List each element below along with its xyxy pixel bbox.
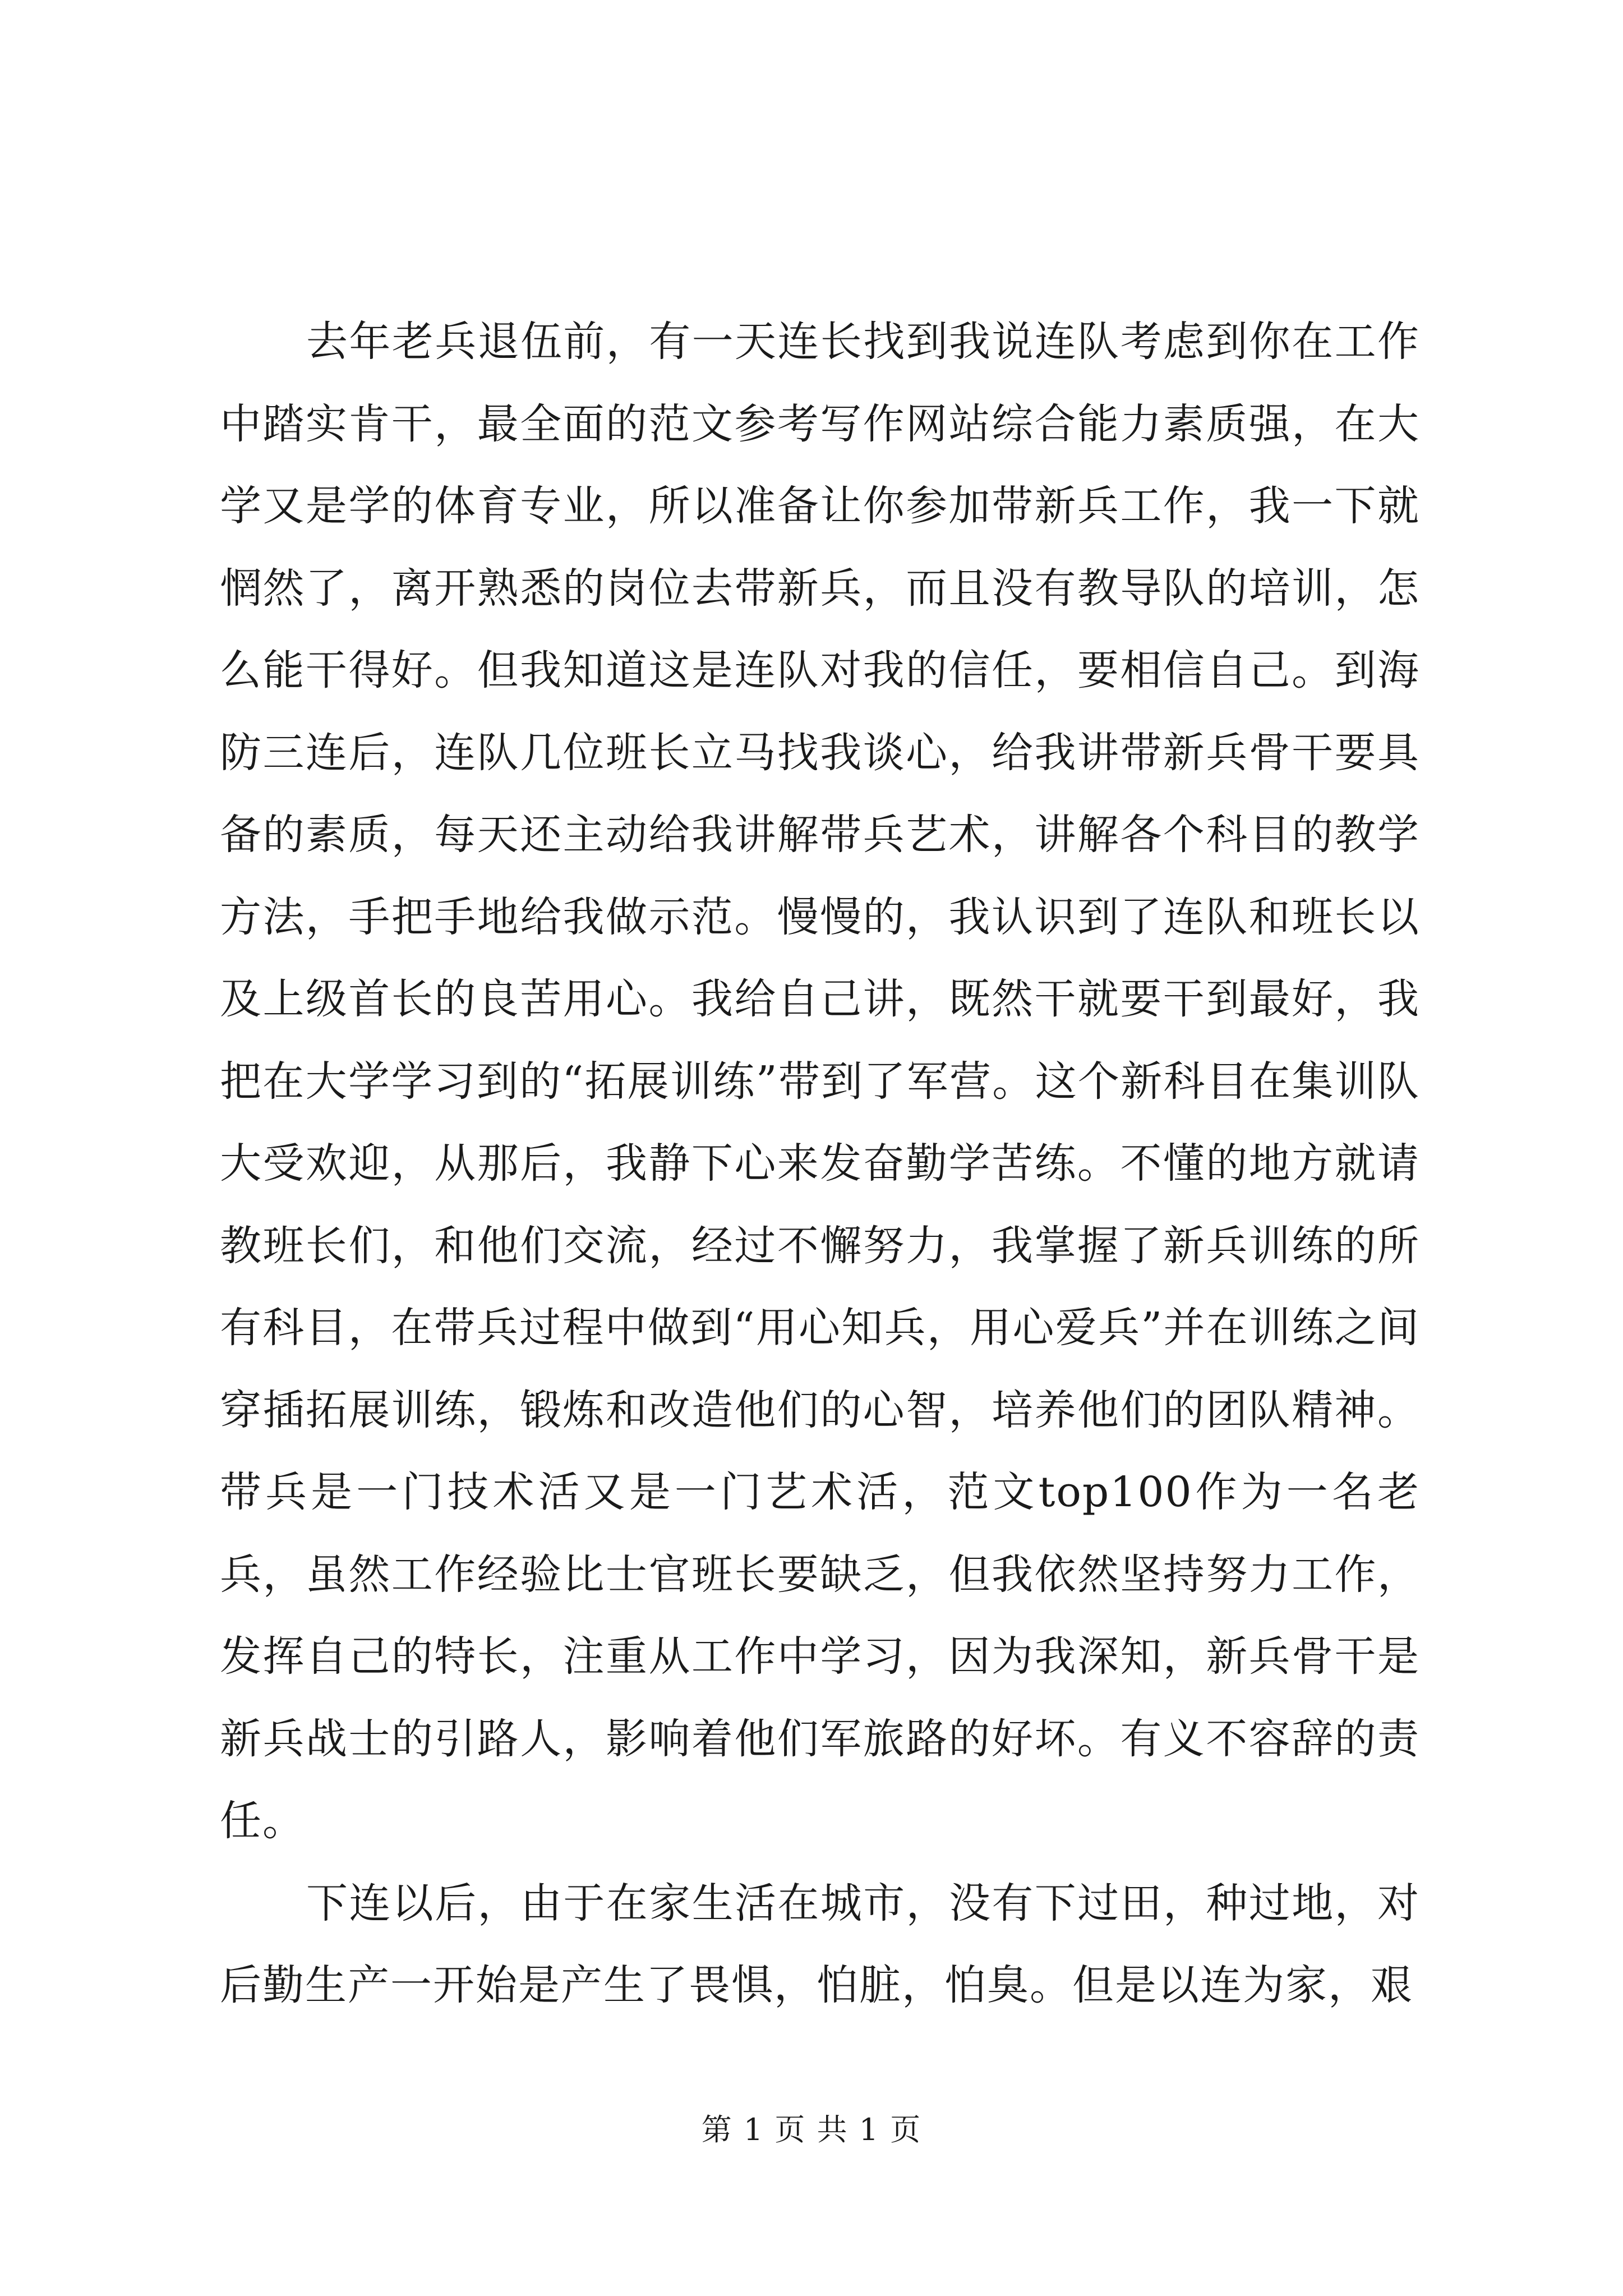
page-footer xyxy=(0,2110,1623,2150)
paragraph-2: 下连以后，由于在家生活在城市，没有下过田，种过地，对后勤生产一开始是产生了畏惧，怕脏，怕臭。但是以连为家，艰 xyxy=(220,1879,1420,2009)
document-body xyxy=(220,301,1420,2027)
paragraph-1: 去年老兵退伍前，有一天连长找到我说连队考虑到你在工作中踏实肯干，最全面的范文参考写作网站综合能力素质强，在大学又是学的体育专业，所以准备让你参加带新兵工作，我一下就惘然了，离开熟悉的岗位去带新兵，而且没有教导队的培训，怎么能干得好。但我知道这是连队对我的信任，要相信自己。到海防三连后，连队几位班长立马找我谈心，给我讲带新兵骨干要具备的素质，每天还主动给我讲解带兵艺术，讲解各个科目的教学方法，手把手地给我做示范。慢慢的，我认识到了连队和班长以及上级首长的良苦用心。我给自己讲，既然干就要干到最好，我把在大学学习到的“拓展训练”带到了军营。这个新科目在集训队大受欢迎，从那后，我静下心来发奋勤学苦练。不懂的地方就请教班长们，和他们交流，经过不懈努力，我掌握了新兵训练的所有科目，在带兵过程中做到“用心知兵，用心爱兵”并在训练之间穿插拓展训练，锻炼和改造他们的心智，培养他们的团队精神。带兵是一门技术活又是一门艺术活，范文top100作为一名老兵，虽然工作经验比士官班长要缺乏，但我依然坚持努力工作，发挥自己的特长，注重从工作中学习，因为我深知，新兵骨干是新兵战士的引路人，影响着他们军旅路的好坏。有义不容辞的责任。 xyxy=(220,318,1420,1845)
page-number-indicator: 第 1 页 共 1 页 xyxy=(701,2112,922,2147)
